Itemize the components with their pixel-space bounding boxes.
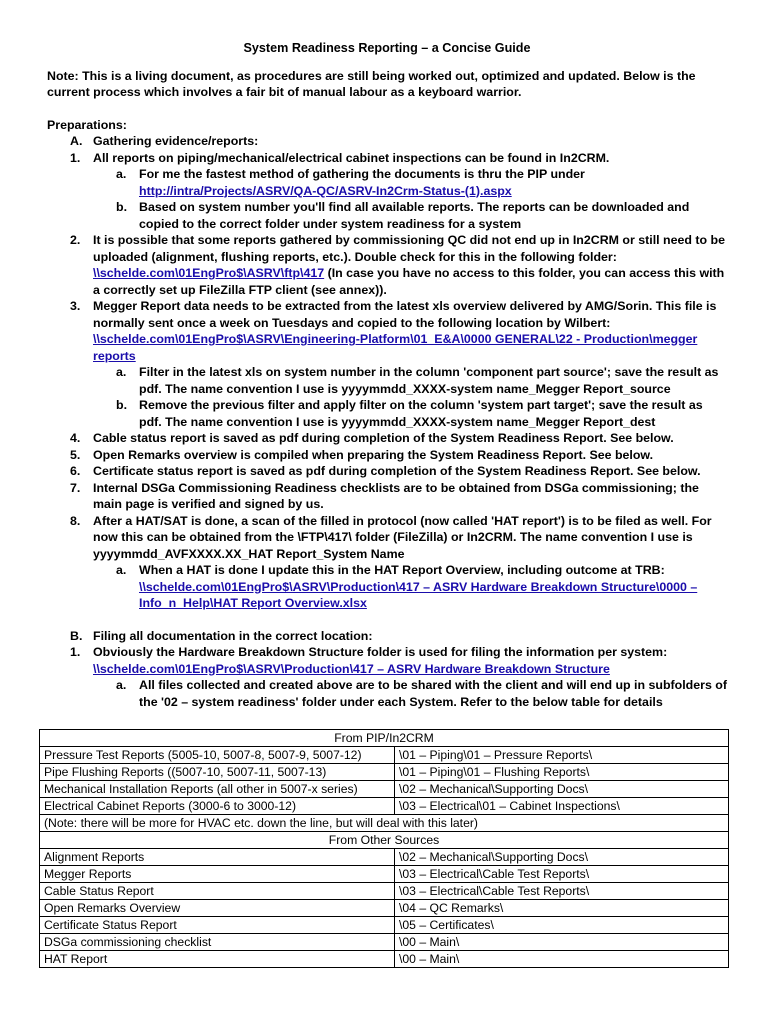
list-item: 2. It is possible that some reports gathered by commissioning QC did not end up in In2CRM or still need to be uploaded (alignment, flushing reports, etc.). Double check for this in the following folder: \\schelde.com\01EngPro$\ASRV\ftp\417 (In case you have no access to this folder, you can access this with a correctly set up FileZilla FTP client (see annex)). [70,233,725,297]
table-cell: \01 – Piping\01 – Flushing Reports\ [395,764,729,781]
table-row [40,934,729,951]
table-cell: \00 – Main\ [395,934,729,951]
table-row [40,815,729,832]
hbs-folder-link[interactable]: \\schelde.com\01EngPro$\ASRV\Production\417 – ASRV Hardware Breakdown Structure [93,661,610,676]
table-cell: \00 – Main\ [395,951,729,968]
table-cell: Certificate Status Report [40,917,395,934]
table-cell: \04 – QC Remarks\ [395,900,729,917]
megger-folder-link[interactable]: \\schelde.com\01EngPro$\ASRV\Engineering-Platform\01_E&A\0000 GENERAL\22 - Production\megger reports [93,332,698,363]
list-item: 7. Internal DSGa Commissioning Readiness checklists are to be obtained from DSGa commissioning; the main page is verified and signed by us. [70,480,699,511]
table-cell: Pressure Test Reports (5005-10, 5007-8, 5007-9, 5007-12) [40,747,395,764]
list-item: 8. After a HAT/SAT is done, a scan of the filled in protocol (now called 'HAT report') is to be filed as well. For now this can be obtained from the \FTP\417\ folder (FileZilla) or In2CRM. The name convention I use is yyyymmdd_AVFXXXX.XX_HAT Report_System Name [70,513,712,561]
table-cell: Electrical Cabinet Reports (3000-6 to 3000-12) [40,798,395,815]
document-page [47,40,727,710]
list-item: 4. Cable status report is saved as pdf during completion of the System Readiness Report. See below. [70,431,674,445]
table-note: (Note: there will be more for HVAC etc. down the line, but will deal with this later) [40,815,729,832]
table-cell: Megger Reports [40,866,395,883]
table-cell: Alignment Reports [40,849,395,866]
document-title: System Readiness Reporting – a Concise Guide [243,41,531,55]
table-row [40,798,729,815]
table-row [40,781,729,798]
list-item: 1. Obviously the Hardware Breakdown Structure folder is used for filing the information per system: \\schelde.com\01EngPro$\ASRV\Production\417 – ASRV Hardware Breakdown Structure [70,645,668,676]
table-row [40,730,729,747]
table-row [40,832,729,849]
ftp-folder-link[interactable]: \\schelde.com\01EngPro$\ASRV\ftp\417 [93,266,325,280]
list-item: 6. Certificate status report is saved as pdf during completion of the System Readiness Report. See below. [70,464,701,478]
table-cell: DSGa commissioning checklist [40,934,395,951]
pip-link[interactable]: http://intra/Projects/ASRV/QA-QC/ASRV-In2Crm-Status-(1).aspx [139,183,512,198]
table-cell: \03 – Electrical\Cable Test Reports\ [395,866,729,883]
table-header: From Other Sources [40,832,729,849]
table-cell: \05 – Certificates\ [395,917,729,934]
list-item: a. For me the fastest method of gathering the documents is thru the PIP under http://intra/Projects/ASRV/QA-QC/ASRV-In2Crm-Status-(1).aspx [116,167,585,198]
table-row [40,866,729,883]
list-item: 3. Megger Report data needs to be extracted from the latest xls overview delivered by AMG/Sorin. This file is normally sent once a week on Tuesdays and copied to the following location by Wilbert: \\schelde.com\01EngPro$\ASRV\Engineering-Platform\01_E&A\0000 GENERAL\22 - Production\megger reports [70,299,717,363]
section-b: B. Filing all documentation in the correct location: [70,628,373,643]
table-cell: \02 – Mechanical\Supporting Docs\ [395,781,729,798]
table-row [40,764,729,781]
table-row [40,883,729,900]
hat-overview-link[interactable]: \\schelde.com\01EngPro$\ASRV\Production\417 – ASRV Hardware Breakdown Structure\0000 – Info_n_Help\HAT Report Overview.xlsx [139,579,698,610]
list-item: 1. All reports on piping/mechanical/electrical cabinet inspections can be found in In2CRM. [70,150,610,165]
table-row [40,849,729,866]
preparations-heading: Preparations: [47,117,127,132]
list-item: a. All files collected and created above are to be shared with the client and will end up in subfolders of the '02 – system readiness' folder under each System. Refer to the below table for details [116,678,727,709]
table-cell: \03 – Electrical\01 – Cabinet Inspections\ [395,798,729,815]
table-row [40,747,729,764]
table-cell: \03 – Electrical\Cable Test Reports\ [395,883,729,900]
intro-note: Note: This is a living document, as procedures are still being worked out, optimized and updated. Below is the current process which involves a fair bit of manual labour as a keyboard warrior. [47,68,696,99]
table-cell: Open Remarks Overview [40,900,395,917]
table-cell: Mechanical Installation Reports (all other in 5007-x series) [40,781,395,798]
table-header: From PIP/In2CRM [40,730,729,747]
table-row [40,900,729,917]
list-item: b. Based on system number you'll find all available reports. The reports can be downloaded and copied to the correct folder under system readiness for a system [116,200,690,231]
filing-table [39,729,729,968]
table-row [40,951,729,968]
table-cell: \01 – Piping\01 – Pressure Reports\ [395,747,729,764]
section-a: A. Gathering evidence/reports: [70,134,259,148]
list-item: a. When a HAT is done I update this in the HAT Report Overview, including outcome at TRB: \\schelde.com\01EngPro$\ASRV\Production\417 – ASRV Hardware Breakdown Structure\0000 – Info_n_Help\HAT Report Overview.xlsx [116,563,698,610]
table-cell: Cable Status Report [40,883,395,900]
table-row [40,917,729,934]
table-cell: \02 – Mechanical\Supporting Docs\ [395,849,729,866]
table-cell: Pipe Flushing Reports ((5007-10, 5007-11, 5007-13) [40,764,395,781]
spacer [47,612,727,628]
list-item: b. Remove the previous filter and apply filter on the column 'system part target'; save the result as pdf. The name convention I use is yyyymmdd_XXXX-system name_Megger Report_dest [116,398,703,429]
table-cell: HAT Report [40,951,395,968]
list-item: 5. Open Remarks overview is compiled when preparing the System Readiness Report. See below. [70,447,654,462]
list-item: a. Filter in the latest xls on system number in the column 'component part source'; save the result as pdf. The name convention I use is yyyymmdd_XXXX-system name_Megger Report_source [116,365,719,396]
